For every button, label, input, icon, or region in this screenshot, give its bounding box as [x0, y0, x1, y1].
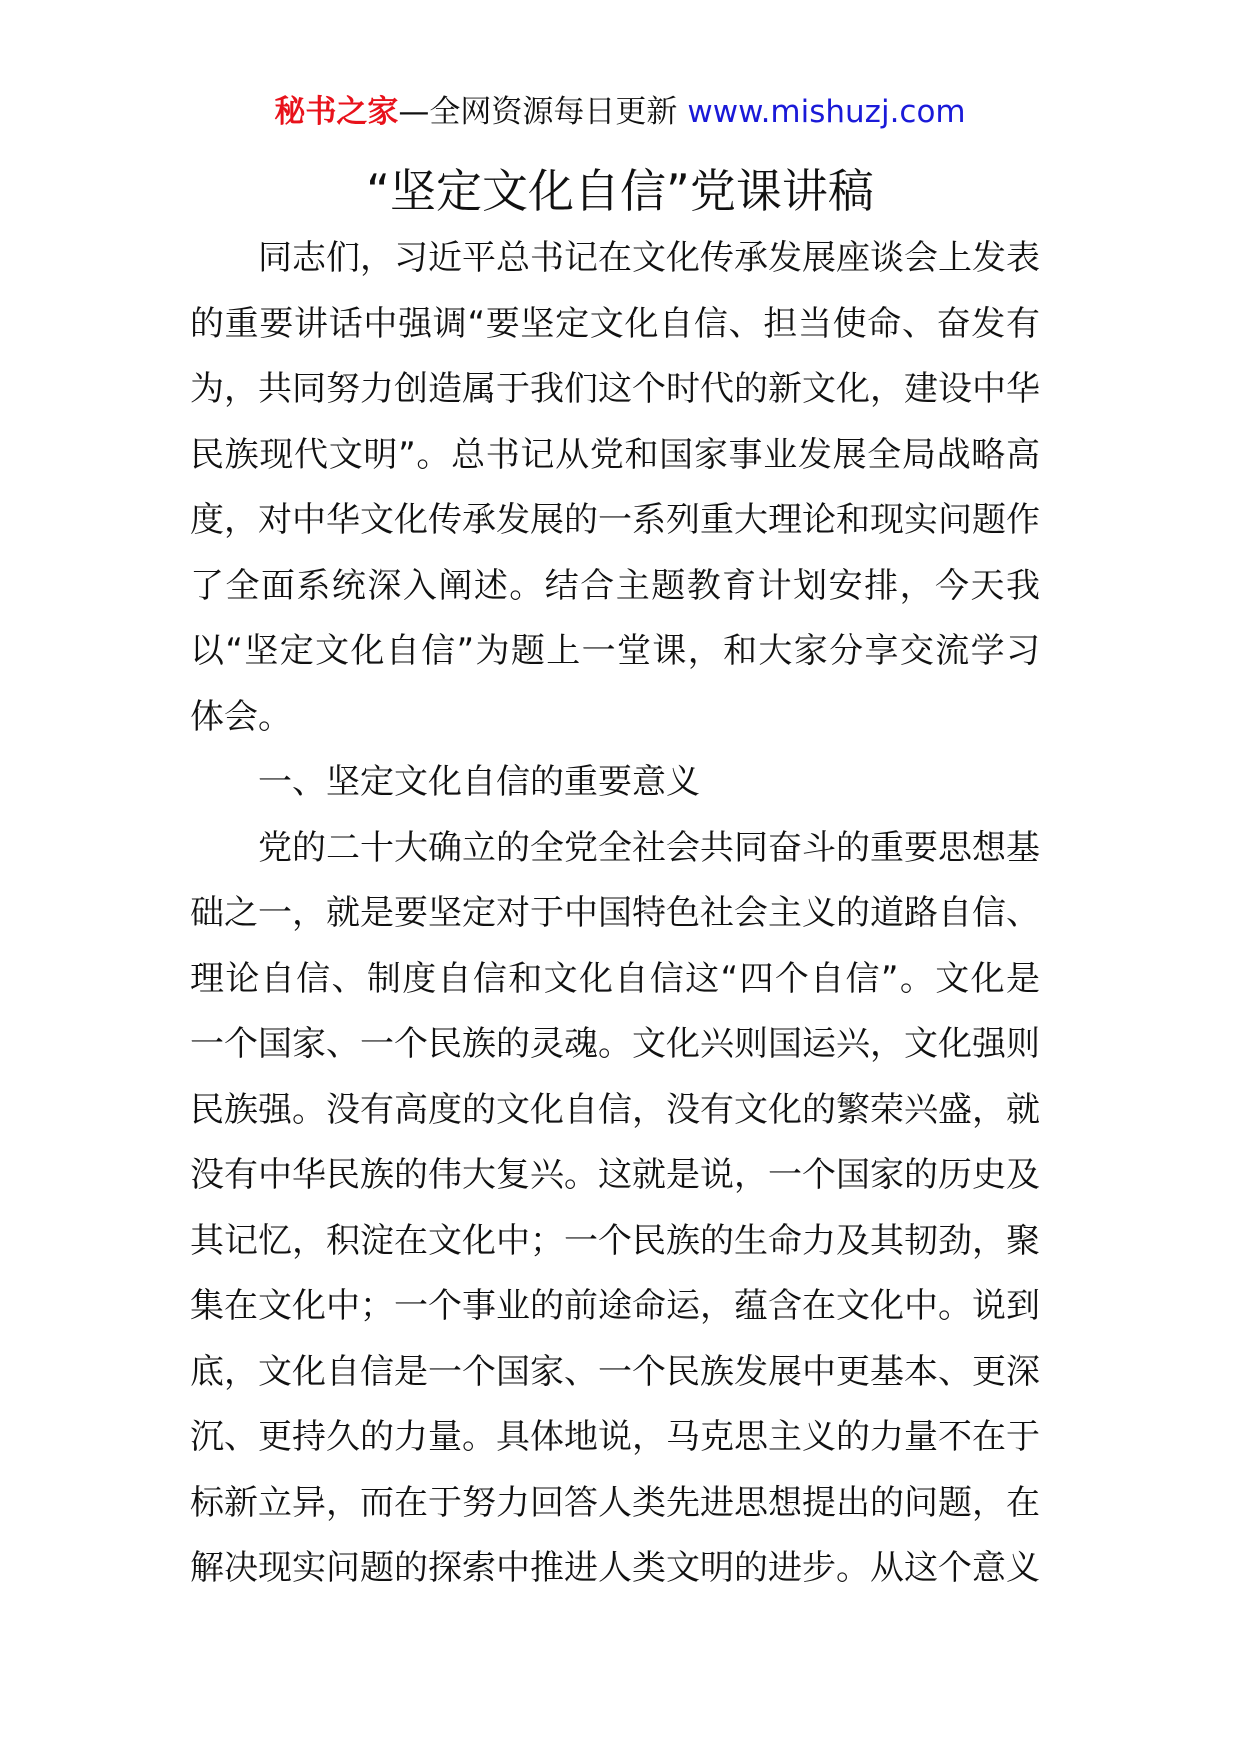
- brand-name: 秘书之家: [274, 94, 399, 130]
- header-slogan: —全网资源每日更新: [398, 94, 678, 130]
- section-heading-1: 一、坚定文化自信的重要意义: [258, 762, 700, 802]
- paragraph-section-1: 党的二十大确立的全党全社会共同奋斗的重要思想基础之一，就是要坚定对于中国特色社会主义的道路自信、理论自信、制度自信和文化自信这“四个自信”。文化是一个国家、一个民族的灵魂。文化兴则国运兴，文化强则民族强。没有高度的文化自信，没有文化的繁荣兴盛，就没有中华民族的伟大复兴。这就是说，一个国家的历史及其记忆，积淀在文化中；一个民族的生命力及其韧劲，聚集在文化中；一个事业的前途命运，蕴含在文化中。说到底，文化自信是一个国家、一个民族发展中更基本、更深沉、更持久的力量。具体地说，马克思主义的力量不在于标新立异，而在于努力回答人类先进思想提出的问题，在解决现实问题的探索中推进人类文明的进步。从这个意义: [190, 827, 1040, 1588]
- paragraph-intro: 同志们，习近平总书记在文化传承发展座谈会上发表的重要讲话中强调“要坚定文化自信、担当使命、奋发有为，共同努力创造属于我们这个时代的新文化，建设中华民族现代文明”。总书记从党和国家事业发展全局战略高度，对中华文化传承发展的一系列重大理论和现实问题作了全面系统深入阐述。结合主题教育计划安排，今天我以“坚定文化自信”为题上一堂课，和大家分享交流学习体会。: [190, 238, 1040, 737]
- document-title: “坚定文化自信”党课讲稿: [366, 164, 874, 218]
- site-url-link[interactable]: www.mishuzj.com: [687, 94, 966, 130]
- site-header: [0, 92, 1240, 132]
- document-body: [190, 226, 1040, 1602]
